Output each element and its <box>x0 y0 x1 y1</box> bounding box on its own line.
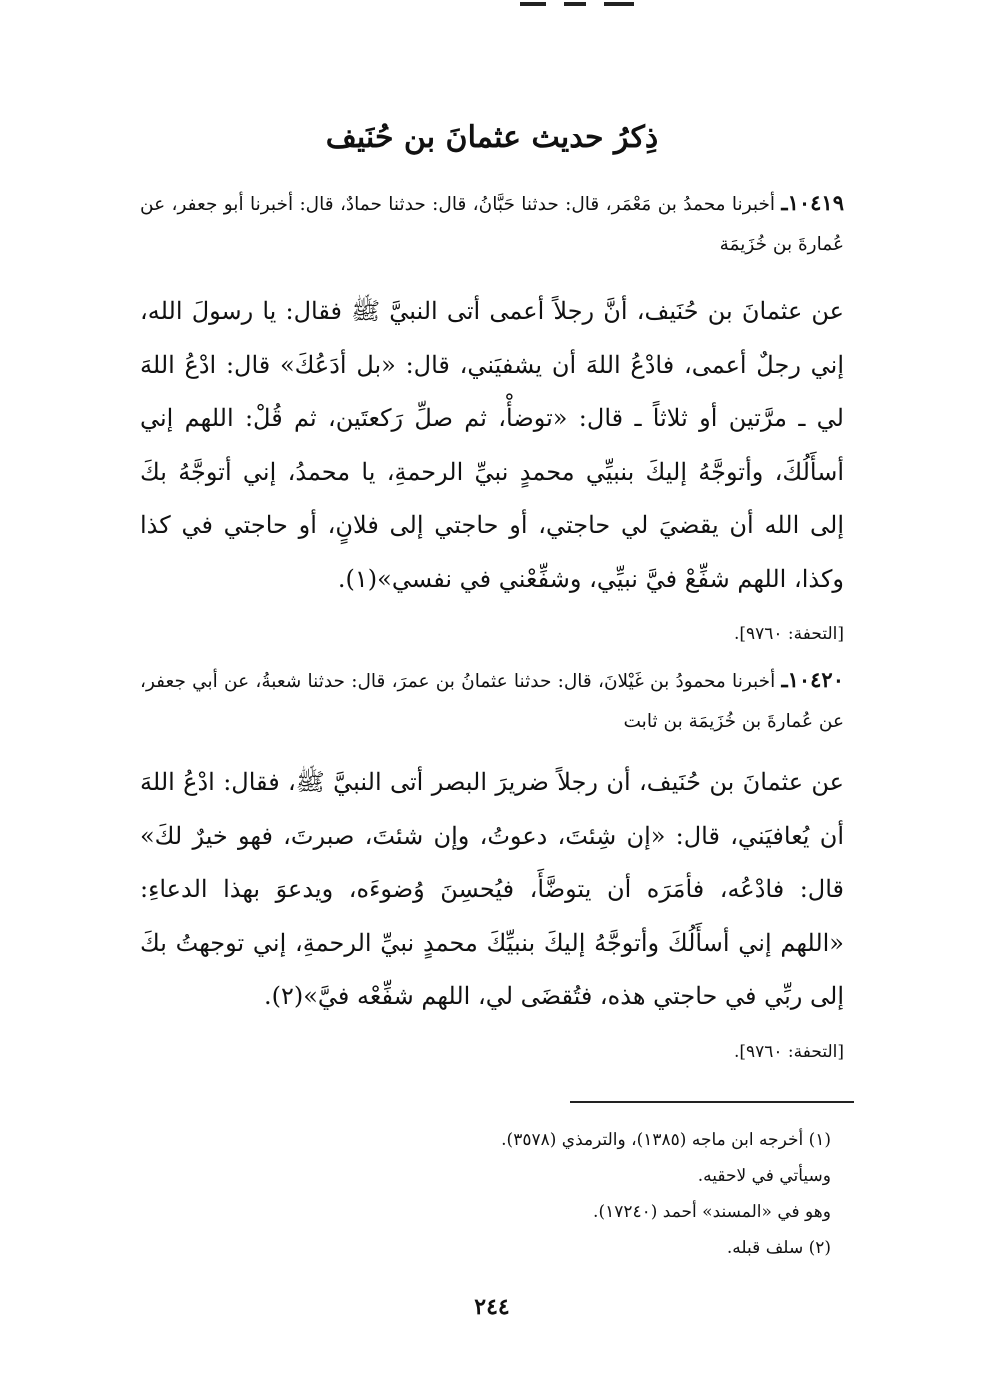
footnote-line: (٢) سلف قبله. <box>726 1238 831 1258</box>
footnote-line: (١) أخرجه ابن ماجه (١٣٨٥)، والترمذي (٣٥٧٨). <box>501 1130 831 1150</box>
hadith-1-number: ١٠٤١٩ <box>787 190 844 215</box>
hadith-number-dash: ـ <box>781 667 788 692</box>
hadith-1-reference: [التحفة: ٩٧٦٠]. <box>733 624 844 644</box>
footnotes <box>300 1122 831 1266</box>
footnote-line: وسيأتي في لاحقيه. <box>697 1166 831 1186</box>
footnote-line: وهو في «المسند» أحمد (١٧٢٤٠). <box>593 1202 831 1222</box>
hadith-2-text: عن عثمانَ بن حُنَيف، أن رجلاً ضريرَ البصر أتى النبيَّ ﷺ، فقال: ادْعُ اللهَ أن يُعافيَني، قال: «إن شِئتَ، دعوتُ، وإن شئتَ، صبرتَ، فهو خيرٌ لكَ» قال: فادْعُه، فأمَرَه أن يتوضَّأَ، فيُحسِنَ وُضوءَه، ويدعوَ بهذا الدعاءِ: «اللهم إني أسأَلُكَ وأتوجَّهُ إليكَ بنبيِّكَ محمدٍ نبيِّ الرحمةِ، إني توجهتُ بكَ إلى ربِّي في حاجتي هذه، فتُقضَى لي، اللهم شفِّعْه فيَّ»(٢). <box>140 768 844 1010</box>
hadith-2-isnad: أخبرنا محمودُ بن غَيْلانَ، قال: حدثنا عثمانُ بن عمرَ، قال: حدثنا شعبةُ، عن أبي جعفر، عن عُمارةَ بن خُزَيمَة بن ثابت <box>140 671 844 732</box>
hadith-2-number: ١٠٤٢٠ <box>787 667 844 692</box>
section-title: ذِكرُ حديث عثمانَ بن حُنَيف <box>325 120 659 155</box>
hadith-number-dash: ـ <box>781 190 788 215</box>
hadith-1-isnad: أخبرنا محمدُ بن مَعْمَر، قال: حدثنا حَبَّانُ، قال: حدثنا حمادٌ، قال: أخبرنا أبو جعفر، عن عُمارةَ بن خُزَيمَة <box>140 194 844 255</box>
hadith-2-reference: [التحفة: ٩٧٦٠]. <box>733 1042 844 1062</box>
hadith-1-chain <box>140 183 844 265</box>
hadith-2-chain <box>140 660 844 742</box>
top-edge-marks <box>520 0 670 8</box>
page-number: ٢٤٤ <box>474 1294 510 1320</box>
hadith-1-text: عن عثمانَ بن حُنَيف، أنَّ رجلاً أعمى أتى النبيَّ ﷺ فقال: يا رسولَ الله، إني رجلٌ أعمى، فادْعُ اللهَ أن يشفيَني، قال: «بل أدَعُكَ» قال: ادْعُ اللهَ لي ـ مرَّتين أو ثلاثاً ـ قال: «توضأْ، ثم صلِّ رَكعتَين، ثم قُلْ: اللهم إني أسأَلُكَ، وأتوجَّهُ إليكَ بنبيِّي محمدٍ نبيِّ الرحمةِ، يا محمدُ، إني أتوجَّهُ بكَ إلى الله أن يقضيَ لي حاجتي، أو حاجتي إلى فلانٍ، أو حاجتي في كذا وكذا، اللهم شفِّعْ فيَّ نبيِّي، وشفِّعْني في نفسي»(١). <box>140 297 845 593</box>
footnote-separator <box>570 1101 854 1103</box>
